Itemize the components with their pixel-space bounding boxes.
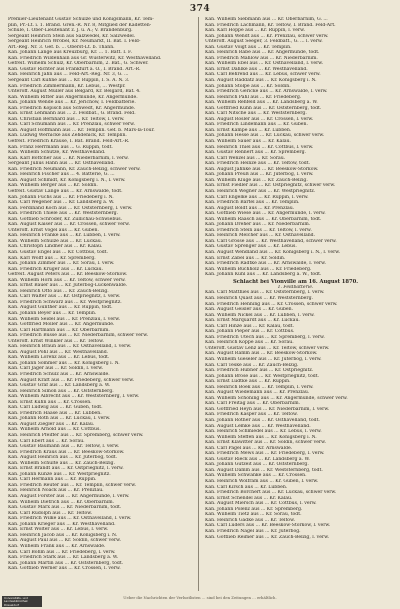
entry-line: Kan. Johann Roth aus ... Kr. Luckau, l. verw. — [8, 416, 111, 422]
entry-line: Kan. August Jahnke aus ... Kr. Beeskow-Storkow. — [205, 166, 319, 172]
entry-line: Gefreit. Gustav Lange aus ... Kr. Arnswalde, todt. — [8, 188, 123, 194]
entry-line: Kan. Gottfried Kühn aus ... Kr. Oststernberg, todt. — [205, 105, 322, 111]
entry-line: Kan. Friedrich Nagel aus ... Kr. Jüterbog. — [205, 528, 301, 534]
entry-line: Gefreit. Friedrich Krause, I. Bat. Brand. Feld-Art.-R. — [8, 139, 130, 145]
entry-line: Kan. Carl Hermann aus ... Kr. Ruppin. — [8, 477, 97, 483]
logo-text-line: Universitäts- und — [4, 596, 28, 600]
entry-line: Kan. Wilhelm Schulze aus ... Kr. Luckau. — [8, 238, 103, 244]
entry-line: Kan. Heinrich Pahl aus ... Kr. Friedeberg. — [205, 94, 302, 100]
entry-line: Art.-Reg. Nr. 3. Gef. b. ... Oberst-Lt. b. Thann. — [8, 44, 115, 50]
entry-line: Kan. Carl Kirsch aus ... Kr. Lübben. — [205, 484, 288, 490]
entry-line: Kan. Ernst Dahlke aus ... Kr. Westhavelland. — [205, 66, 308, 72]
entry-line: Kan. Gustav Voigt aus ... Kr. Templin. — [205, 44, 292, 50]
entry-line: Kan. Friedrich Mahlow aus ... Kr. Niederbarnim. — [205, 55, 318, 61]
entry-line: Kan. Heinrich Otto aus ... Kr. Zauch-Belzig. — [8, 288, 109, 294]
entry-line: Kan. Heinrich Gädke aus ... Kr. Teltow. — [205, 517, 295, 523]
entry-line: Kan. Johann Brose aus ... Kr. Westpriegnitz, todt. — [205, 373, 320, 379]
entry-line: Kan. Friedrich Borchert aus ... Kr. Luckau, schwer verw. — [205, 490, 337, 496]
entry-line: Kan. Gustav Rieck aus ... Kr. Landsberg a. W. — [205, 456, 310, 462]
logo-text-line: Düsseldorf — [4, 602, 19, 607]
entry-line: Kan. Wilhelm Raasch aus ... Kr. Oberbarnim, todt. — [205, 216, 322, 222]
entry-line: Kan. Ernst Schendel aus ... Kr. Kalau. — [205, 495, 293, 501]
entry-line: Kan. Friedrich Neumann, Kr. Zauch-Belzig, schwer verw. — [8, 166, 141, 172]
entry-line: Kan. Heinrich Braun aus ... Kr. Osthavelland, l. verw. — [8, 344, 132, 350]
entry-line: Kan. Friedrich Krüger aus ... Kr. Luckau. — [8, 266, 104, 272]
entry-line: Kan. Johann Polenz aus ... Kr. Spremberg. — [205, 506, 303, 512]
entry-line: Kan. Carl Böhm aus ... Kr. Friedeberg, l. verw. — [8, 549, 116, 555]
entry-line: Unteroff. Ernst Winkler aus ... Kr. Teltow. — [8, 338, 104, 344]
entry-line: Kan. Friedrich Kraus aus ... Kr. Beeskow-Storkow. — [8, 449, 125, 455]
entry-line: Kan. Friedrich Utech aus ... Kr. Spremberg, l. verw. — [205, 334, 325, 340]
entry-line: Kan. Carl Grosse aus ... Kr. Westhavelland, schwer verw. — [205, 238, 337, 244]
entry-line: Kan. Wilhelm Schulte aus ... Kr. Zauch-Belzig. — [8, 460, 115, 466]
entry-line: Kan. Heinrich Thiel aus ... Kr. Cottbus, l. verw. — [205, 144, 314, 150]
entry-line: Kan. Gustav Baumann aus ... Kr. Teltow, l. verw. — [8, 444, 120, 450]
entry-line: Kan. Heinrich Koppe aus ... Kr. Sorau. — [205, 340, 294, 346]
entry-line: Kan. Carl Schumann aus ... Kr. Prenzlau, schwer verw. — [8, 122, 135, 128]
entry-line: Kan. Franz Herrmann aus ... G. Ruppin, todt. — [8, 144, 113, 150]
library-logo — [2, 596, 42, 607]
entry-line: Kan. Gottfried Möller aus ... Kr. Angermünde. — [8, 322, 115, 328]
entry-line: Kan. Friedrich Zimmermann, Kr. Lebus, ... Westpr. — [8, 83, 126, 89]
entry-line: Kan. Gottlieb Schröder, Kr. Züllichau-Schwiebus. — [8, 216, 123, 222]
entry-line: Kan. Carl Rudolph aus ... Kr. Teltow. — [8, 510, 93, 516]
entry-line: Kan. Johann Martin aus ... Kr. Oststernberg, todt. — [8, 560, 124, 566]
entry-line: Kan. Christian Bernhard aus ... Kr. Teltow, l. verw. — [8, 116, 125, 122]
entry-line: Kan. Wilhelm Rehfeld aus ... Kr. Landsberg a. W. — [205, 100, 318, 106]
entry-line: Kan. Heinrich Schmiedel aus ... Kr. Lebus, l. verw. — [205, 429, 322, 435]
entry-line: Kan. Friedrich Stein aus ... Kr. Teltow, l. verw. — [205, 227, 312, 233]
entry-line: Kan. Heinrich Jahn aus ... Feld-Art.-Reg. Nr. 3, G. ... — [8, 72, 129, 78]
entry-line: Kan. Gustav Engel aus ... Kr. Cottbus, todt. — [8, 249, 108, 255]
entry-line: Kan. Friedrich Reuter aus ... Kr. Templin, schwer verw. — [8, 482, 137, 488]
entry-line: Kan. Friedrich Lachmann, Kr. Teltow, I. Brand. Feld-Art. — [205, 22, 336, 28]
entry-line: Kan. August Heinrich aus ... Kr. Jüterbog, todt. — [8, 455, 118, 461]
entry-line: Kan. August Damm aus ... Kr. Weststernberg, todt. — [205, 467, 323, 473]
entry-line: Kan. Friedrich Kopisch aus Schwedt, Kr. Angermünde. — [8, 105, 136, 111]
entry-line: Kan. Wilhelm Horn aus ... Kr. Teltow, schwer verw. — [8, 277, 126, 283]
entry-line: Kan. Gustav Sprenger aus ... Kr. Lebus. — [205, 244, 297, 250]
entry-line: Kan. Johann Krieger aus ... Kr. Westhavelland. — [8, 521, 116, 527]
entry-line: Kan. Friedrich Bartel aus ... Kr. Templin. — [205, 200, 300, 206]
entry-line: Kan. Johann Lange aus Kreuzburg, Kr. ... 1. Batt. I. F. — [8, 50, 132, 56]
entry-line: Schule, I. Ober-Lieutenant z. J. u. A.; V. Brandenburg. — [8, 28, 133, 34]
entry-line: Kan. Ernst Fiedler aus ... Kr. Ostpriegnitz, schwer verw. — [205, 183, 336, 189]
entry-line: Kan. Carl Wenzel aus ... Kr. Sorau. — [205, 155, 286, 161]
entry-line: Kan. Wilhelm Schwanke aus ... Kr. Crossen. — [205, 473, 307, 479]
entry-line: Kan. August Geisler aus ... Kr. Guben. — [205, 307, 294, 313]
entry-line: Kan. Gottlieb Reimer aus ... Kr. Zauch-Belzig, l. verw. — [205, 534, 330, 540]
entry-line: Kan. Ernst Brandt aus ... Kr. Ostpriegnitz, l. verw. — [8, 466, 124, 472]
right-column — [205, 17, 386, 540]
entry-line: Kan. Friedrich Radtke aus ... Kr. Arnswalde, l. verw. — [205, 261, 326, 267]
entry-line: Kan. Carl Behrend aus ... Kr. Lebus, schwer verw. — [205, 72, 321, 78]
entry-line: Kan. August Pohl aus ... Kr. Westhavelland. — [8, 349, 109, 355]
entry-line: Kan. Friedrich Henning aus ... Kr. Crossen, schwer verw. — [205, 301, 338, 307]
entry-line: Schlacht bei Vionville am 16. August 1870. — [232, 278, 359, 285]
entry-line: Kan. August Wiedemann aus ... Kr. Prenzlau. — [205, 390, 310, 396]
entry-line: Kan. Wilhelm Sauer aus ... Kr. Kalau. — [205, 139, 292, 145]
entry-line: Kan. Carl Lüders aus ... Kr. Beeskow-Storkow, l. verw. — [205, 523, 331, 529]
entry-line: Kan. Wilhelm Tietz aus ... Kr. Sorau, todt. — [205, 512, 302, 518]
entry-line: Kan. Johann Rother aus ... Kr. Osthavelland, todt. — [205, 418, 320, 424]
entry-line: Kan. Wilhelm Schöning aus ... Kr. Angermünde, schwer verw. — [205, 395, 348, 401]
entry-line: Sergeant Heinrich Wrobel, Kr. Neumarkt, II. Bat. I. Feld- — [8, 39, 141, 45]
entry-line: Kan. Heinrich Quast aus ... Kr. Weststernberg. — [205, 295, 313, 301]
entry-line: Kan. Gustav Rennert aus ... Kr. Spremberg. — [205, 150, 307, 156]
entry-line: Kan. Ernst Kuhn aus ... Kr. Crossen. — [8, 399, 92, 405]
entry-line: Kan. Heinrich Noack aus ... Kr. Prenzlau. — [8, 488, 104, 494]
entry-line: Kan. Friedrich Wildenhain aus Gr. Wusterwitz, Kr. Westhavelland. — [8, 55, 162, 61]
entry-line: Kan. Wilhelm Steffen aus ... Kr. Königsberg i. N. — [205, 434, 317, 440]
entry-line: Kan. Wilhelm Schütze, Kr. Westhavelland. — [8, 150, 106, 156]
entry-line: Kan. Friedrich Gericke aus ... Kr. Arnswalde, l. verw. — [205, 89, 328, 95]
entry-line: Kan. Karl Wolff aus ... Kr. Spremberg. — [8, 255, 96, 261]
entry-line: Kan. Carl Walter aus ... Kr. Ostpriegnitz, l. verw. — [8, 294, 121, 300]
entry-line: Kan. Ernst Marquardt aus ... Kr. Luckau. — [205, 318, 300, 324]
entry-line: Kan. Wilhelm Ritter aus Angermünde, Kr. Angermünde. — [8, 94, 138, 100]
entry-line: Kan. Wilhelm Seidel aus ... Kr. Prenzlau, l. verw. — [8, 316, 121, 322]
entry-line: Kan. Carl Matthies aus ... Kr. Oststernberg, l. verw. — [205, 290, 325, 296]
entry-line: Kan. Carl Teske aus ... Kr. Zauch-Belzig. — [205, 362, 299, 368]
entry-line: Kan. Wilhelm Gieseler aus ... Kr. Jüterbog, l. verw. — [205, 357, 322, 362]
entry-line: Kan. Friedrich Schulz aus ... Kr. Arnswalde. — [8, 372, 110, 377]
entry-line: Kan. August Raddatz aus ... Kr. Königsberg i. N. — [205, 78, 317, 84]
entry-line: Kan. Ludwig Wernicke aus Zehdenick, Kr. Templin. — [8, 133, 127, 139]
entry-line: Kan. Friedrich Schwarz aus ... Kr. Westpriegnitz. — [8, 299, 122, 305]
entry-line: Kan. Friedrich Stark aus ... Kr. Landsberg a. W. — [8, 555, 119, 561]
entry-line: Kan. Wilhelm Arnold aus ... Kr. Cottbus. — [8, 427, 101, 433]
logo-text-line: Landesbibliothek — [4, 599, 28, 604]
entry-line: Kan. Wilhelm Berger aus ... Kr. Soldin. — [8, 183, 98, 189]
entry-line: Kan. August Miersch aus ... Kr. Cottbus, l. verw. — [205, 501, 317, 507]
entry-line: Kan. Heinrich Wolfram aus ... Kr. Guben, l. verw. — [205, 479, 319, 485]
entry-line: Kan. Heinrich Wegner aus ... Kr. Westpriegnitz. — [205, 188, 316, 194]
entry-line: Kan. Johann Pieper aus ... Kr. Cottbus. — [205, 329, 295, 335]
entry-line: Kan. Carl Freitag aus ... Kr. Oberbarnim. — [205, 401, 301, 407]
entry-line: Kan. August Hoffmann aus ... Kr. Templin. Gef. b. Mars-la-Tour. — [8, 127, 155, 133]
entry-line: Unteroff. Ernst Vogel aus ... Kr. Guben. — [8, 227, 99, 233]
entry-line: Kan. Johann Stolpe aus ... Kr. Soldin. — [205, 83, 291, 89]
entry-line: Kan. Ernst Wolter aus ... Kr. Lebus, l. verw. — [8, 527, 109, 533]
entry-line: Kan. Ernst Lehmann aus ... 2. Feldbat., G. Brand. Feld. — [8, 111, 136, 117]
entry-line: Kan. August Lemke aus ... Kr. Westhavelland. — [205, 423, 311, 429]
entry-line: Unteroff. August Seeger, 3. Feldbatt., G. ... l. verw. — [205, 39, 323, 45]
entry-line: Kan. Johann Wendt aus ... Kr. Prenzlau, schwer verw. — [205, 33, 329, 39]
entry-line: Kan. Carl Hinze aus ... Kr. Kalau, todt. — [205, 323, 294, 329]
entry-line: Kan. Friedrich Haase aus ... Kr. Lübben. — [8, 410, 102, 416]
entry-line: Kan. Ernst Lüdtke aus ... Kr. Ruppin. — [205, 379, 291, 385]
entry-line: Kan. Wilhelm Buchholz aus ... Kr. Friedeberg. — [205, 266, 312, 272]
entry-line: Kan. Wilhelm Frank aus ... Kr. Arnswalde. — [8, 543, 106, 549]
entry-line: Kan. Carl Nitsche aus ... Kr. Weststernberg. — [205, 111, 307, 117]
entry-line: Kan. Gottfried Heyn aus ... Kr. Niederbarnim, l. verw. — [205, 406, 330, 412]
entry-line: Kan. Johann Sommer aus ... Kr. Königsberg i. N. — [8, 360, 120, 366]
entry-line: Kan. August Ziegler aus ... Kr. Kalau. — [8, 421, 95, 427]
entry-line: Kan. Christoph Lindner aus ... Kr. Kalau. — [8, 244, 103, 250]
entry-line: Kan. Gustav Graf aus ... Kr. Landsberg a. W. — [8, 383, 111, 389]
entry-line: Kan. Heinrich Simon aus ... Kr. Oststernberg. — [8, 388, 114, 394]
entry-line: Unteroff. August Müller aus Belgard, Kr. Belgard, Bat. 4. — [8, 89, 141, 95]
entry-line: Kan. August Ramm aus ... Kr. Beeskow-Storkow. — [205, 351, 318, 357]
entry-line: Kan. August Rösler aus ... Kr. Crossen, l. verw. — [205, 116, 314, 122]
entry-line: Kan. Heinrich Jacob aus ... Kr. Königsberg i. N. — [8, 532, 118, 538]
entry-line: Kan. Heinrich Boek aus ... Kr. Templin, l. verw. — [205, 384, 314, 390]
entry-line: Kan. Carl Engelke aus ... Kr. Ruppin, l. verw. — [205, 194, 309, 200]
entry-line: Sergeant Heinrich Stein aus Salzwedel, Kr. Salzwedel. — [8, 33, 136, 39]
entry-line: Kan. Ernst Bauer aus ... Kr. Jüterbog-Luckenwalde. — [8, 283, 128, 289]
entry-line: Kan. Johann Kunze aus ... Kr. Westpriegnitz. — [8, 471, 111, 477]
entry-line: Kan. Carl Ludwig aus ... Kr. Guben, todt. — [8, 405, 103, 411]
entry-line: Kan. August Förster aus ... Kr. Angermünde, l. verw. — [8, 494, 130, 500]
entry-line: Kan. Johann Zimmer aus ... Kr. Sorau, l. verw. — [8, 261, 115, 267]
entry-line: Kan. Johann Fuchs aus ... Kr. Friedeberg i. N. — [8, 194, 114, 200]
entry-line: plin, Pr.-Lt. i. 1. Brand. Gren.-R. Nr. 8, Mitglied der Kadetten- — [8, 22, 152, 28]
entry-line: Sergeant Carl Kühne aus ... Kr. Ruppin, I. S. A. N. 3. — [8, 78, 130, 84]
entry-line: Kan. Johann Wende aus ... Kr. Jerichow, I. Feldbatterie. — [8, 100, 136, 106]
entry-line: Unteroff. Gustav Lenz aus ... Kr. Teltow, schwer verw. — [205, 345, 330, 351]
entry-line: Kan. Wilhelm Nickel aus ... Kr. Lübben, l. verw. — [205, 312, 315, 318]
entry-line: Kan. Friedrich Mews aus ... Kr. Friedeberg, l. verw. — [205, 451, 325, 457]
entry-line: Kan. Carl Jäger aus ... Kr. Soldin, l. verw. — [8, 366, 104, 372]
entry-line: Kan. Heinrich Melcher aus ... Kr. Osthavelland. — [205, 233, 316, 239]
entry-line: Kan. August Schmidt, Kr. Königsberg i. N., l. verw. — [8, 177, 126, 183]
entry-line: Kan. Heinrich Rabe aus ... Kr. Angermünde, todt. — [205, 50, 320, 56]
entry-line: Kan. Friedrich Hübner aus ... Kr. Ostpriegnitz. — [205, 368, 314, 374]
entry-line: Kan. Wilhelm Siebmann aus ... Kr. Oberbarnim, G. ... — [205, 17, 328, 22]
entry-line: Kan. Karl Hoppe aus ... Kr. Ruppin, l. verw. — [205, 28, 305, 34]
entry-line: Kan. August Kraft aus ... Kr. Friedeberg, schwer verw. — [8, 377, 135, 383]
entry-line: Kan. Johann Beyer aus ... Kr. Templin. — [8, 310, 97, 316]
entry-line: Kan. Heinrich Fischer aus ... 4. Batterie, G. ... — [8, 172, 115, 178]
entry-line: Kan. Heinrich Franke aus ... Kr. Lübben, l. verw. — [8, 233, 121, 239]
entry-line: Kan. Ferdinand Koch aus ... Kr. Oststernberg, l. verw. — [8, 205, 133, 211]
left-column — [8, 17, 189, 572]
entry-line: Gefreit. August Peters aus ... Kr. Beeskow-Storkow. — [8, 272, 128, 278]
entry-line: Kan. Friedrich Lindemann aus ... Kr. Guben. — [205, 122, 308, 128]
entry-line: Kan. Ernst Zabel aus ... Kr. Soldin. — [205, 255, 286, 261]
entry-line: Kan. Carl Hartmann aus ... Kr. Oberbarnim. — [8, 327, 110, 333]
entry-line: Kan. Johann Dreher aus ... Kr. Niederbarnim. — [205, 222, 311, 228]
entry-line: Kan. Wilhelm Lorenz aus ... Kr. Lebus, todt. — [8, 355, 110, 361]
entry-line: Kan. Wilhelm Kluge aus ... Kr. Zauch-Belzig. — [205, 177, 308, 183]
entry-line: Kan. Carl Wegener aus ... Kr. Landsberg a. W. — [8, 200, 115, 206]
entry-line: Kan. Ernst Klawitter aus ... Kr. Soldin, schwer verw. — [205, 440, 326, 446]
entry-line: Kan. Carl Pagel aus ... Kr. Arnswalde. — [205, 445, 293, 451]
entry-line: Gefreit. Wilhelm Schulz, Kr. Oberbarnim, 2. Bat., G. Schwer. — [8, 61, 149, 67]
entry-line: Kan. Gustav Marx aus ... Kr. Niederbarnim, todt. — [8, 505, 122, 511]
entry-line: Kan. August Günther aus ... Kr. Ruppin, todt. — [8, 305, 113, 311]
entry-line: Sergeant Julius Hahn aus ... Kr. Osthavelland. — [8, 161, 115, 167]
entry-line: Kan. Carl Ebert aus ... Kr. Sorau. — [8, 438, 85, 444]
entry-line: Kan. Friedrich Heinze aus ... Kr. Teltow, todt. — [205, 161, 311, 167]
entry-line: Kan. Wilhelm Dietrich aus ... Kr. Oberbarnim. — [8, 499, 115, 505]
entry-line: Kan. Johann Kühl aus ... Kr. Landsberg a. W., todt. — [205, 272, 322, 278]
entry-line: Kan. August Wendland aus ... Kr. Königsberg i. N., l. verw. — [205, 249, 341, 255]
page-footer: Ueber die Nachrichten der Verlustlisten ... sind bei den Zeitungen ... erhältlich. — [123, 595, 277, 600]
entry-line: 1. Feldbatterie. — [277, 284, 314, 290]
entry-line: Kan. Karl Böttcher aus ... Kr. Niederbarnim, l. verw. — [8, 155, 129, 161]
entry-line: Kan. Ernst Kampe aus ... Kr. Lübben. — [205, 127, 292, 133]
entry-line: Kan. Gustav Richter aus Frankfurt a. O., I. Brand. Art.-R. — [8, 66, 141, 72]
entry-line: Kan. Friedrich Kasper aus ... Kr. Teltow. — [205, 412, 298, 418]
entry-line: Kan. Heinrich Pfeiffer aus ... Kr. Spremberg, schwer verw. — [8, 433, 144, 439]
entry-line: Kan. August Kaiser aus ... Kr. Crossen, schwer verw. — [8, 222, 130, 228]
entry-line: Premier-Lieutenant Gustav Schulze und Königsmann, Kr. Tem- — [8, 17, 154, 22]
entry-line: Kan. Gottlieb Werner aus ... Kr. Crossen, l. verw. — [8, 566, 121, 572]
entry-line: Kan. Friedrich Thiele aus ... Kr. Weststernberg. — [8, 211, 119, 217]
entry-line: Kan. Johann Preuß aus ... Kr. Jüterbog, l. verw. — [205, 172, 314, 178]
column-divider — [198, 17, 199, 591]
entry-line: Kan. Wilhelm Ebel aus ... Kr. Osthavelland, l. verw. — [205, 61, 324, 67]
entry-line: Kan. August Boldt aus ... Kr. Prenzlau. — [205, 205, 295, 211]
page-number: 374 — [189, 4, 211, 14]
entry-line: Kan. Friedrich Wilke aus ... Kr. Osthavelland, l. verw. — [8, 516, 132, 522]
entry-line: Kan. Johann Hesse aus ... Kr. Luckau, schwer verw. — [205, 133, 325, 139]
entry-line: Kan. Johann Gutzeit aus ... Kr. Oststernberg. — [205, 462, 309, 468]
entry-line: Kan. Friedrich Busse aus ... Kr. Niederbarnim, schwer verw. — [8, 333, 149, 339]
entry-line: Kan. August Paul aus ... Kr. Soldin, schwer verw. — [8, 538, 122, 544]
entry-line: Kan. Gottlieb Wiese aus ... Kr. Angermünde, l. verw. — [205, 211, 326, 217]
entry-line: Kan. Wilhelm Albrecht aus ... Kr. Weststernberg, l. verw. — [8, 394, 140, 400]
